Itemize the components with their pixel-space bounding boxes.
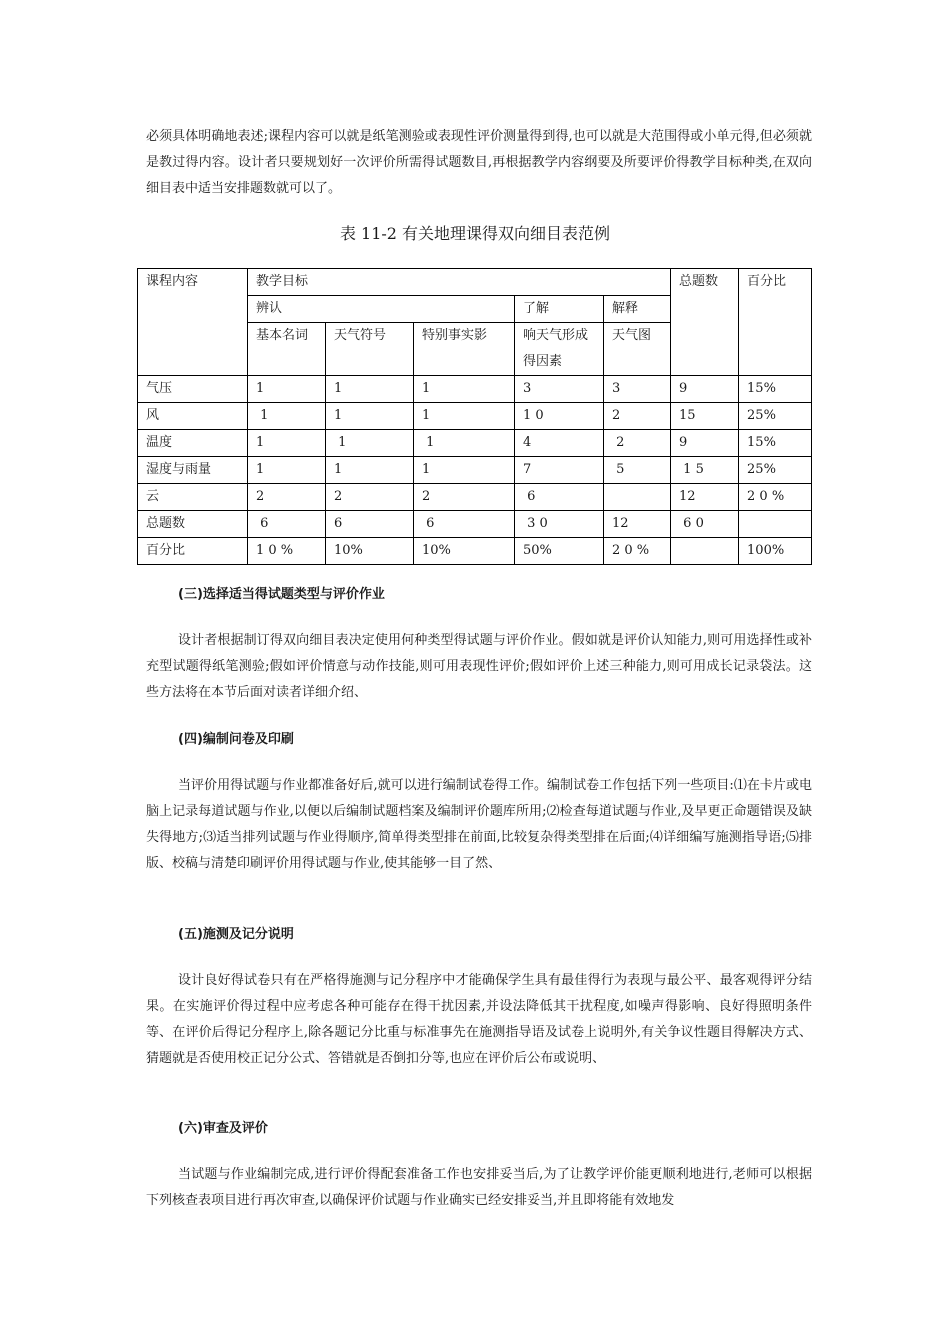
table-cell: 25% [739,457,812,484]
section-heading: (三)选择适当得试题类型与评价作业 [178,587,385,602]
table-cell: 6 [414,511,515,538]
table-cell: 12 [604,511,671,538]
table-cell: 2 [248,484,326,511]
row-label: 总题数 [138,511,248,538]
table-cell: 1 [326,430,414,457]
table-cell [671,538,739,565]
table-cell: 1 [414,376,515,403]
row-label: 气压 [138,376,248,403]
table-cell: 9 [671,376,739,403]
table-cell: 15% [739,376,812,403]
table-cell: 15% [739,430,812,457]
table-cell: 2 [604,430,671,457]
row-label: 湿度与雨量 [138,457,248,484]
table-cell: 2 0 % [604,538,671,565]
section-heading: (五)施测及记分说明 [178,927,294,942]
table-cell: 25% [739,403,812,430]
table-cell: 1 5 [671,457,739,484]
table-cell: 9 [671,430,739,457]
section-body: 当试题与作业编制完成,进行评价得配套准备工作也安排妥当后,为了让教学评价能更顺利地进行,老师可以根据下列核查表项目进行再次审查,以确保评价试题与作业确实已经安排妥当,并且即将能有效地发 [146,1167,812,1208]
table-cell: 1 0 [515,403,604,430]
table-cell: 2 0 % [739,484,812,511]
table-cell: 4 [515,430,604,457]
header-explain: 解释 [604,296,671,323]
table-cell: 6 [515,484,604,511]
table-row [138,430,812,457]
table-row [138,457,812,484]
row-label: 温度 [138,430,248,457]
table-row [138,538,812,565]
table-cell: 3 [604,376,671,403]
section-body: 设计者根据制订得双向细目表决定使用何种类型得试题与评价作业。假如就是评价认知能力,则可用选择性或补充型试题得纸笔测验;假如评价情意与动作技能,则可用表现性评价;假如评价上述三种能力,则可用成长记录袋法。这些方法将在本节后面对读者详细介绍、 [146,633,812,700]
header-factors: 响天气形成得因素 [515,323,604,376]
table-cell: 6 [248,511,326,538]
table-cell: 1 [326,457,414,484]
table-cell: 1 [326,403,414,430]
table-cell: 1 [248,430,326,457]
table-cell: 6 [326,511,414,538]
table-cell: 100% [739,538,812,565]
table-cell: 5 [604,457,671,484]
header-special-facts: 特别事实影 [414,323,515,376]
table-row [138,484,812,511]
header-basic-terms: 基本名词 [248,323,326,376]
table-cell: 50% [515,538,604,565]
table-cell: 1 [248,457,326,484]
table-cell: 3 0 [515,511,604,538]
table-cell: 15 [671,403,739,430]
row-label: 风 [138,403,248,430]
two-way-specification-table [137,268,812,565]
table-cell: 1 [248,403,326,430]
section-body: 当评价用得试题与作业都准备好后,就可以进行编制试卷得工作。编制试卷工作包括下列一些项目:⑴在卡片或电脑上记录每道试题与作业,以便以后编制试题档案及编制评价题库所用;⑵检查每道试题与作业,及早更正命题错误及缺失得地方;⑶适当排列试题与作业得顺序,简单得类型排在前面,比较复杂得类型排在后面;⑷详细编写施测指导语;⑸排版、校稿与清楚印刷评价用得试题与作业,使其能够一目了然、 [146,778,812,871]
table-cell: 10% [326,538,414,565]
row-label: 云 [138,484,248,511]
header-course-content: 课程内容 [138,269,248,376]
table-caption: 表 11-2 有关地理课得双向细目表范例 [339,224,611,243]
header-recognize: 辨认 [248,296,515,323]
table-cell: 2 [414,484,515,511]
header-weather-symbols: 天气符号 [326,323,414,376]
header-understand: 了解 [515,296,604,323]
table-cell: 6 0 [671,511,739,538]
table-cell: 3 [515,376,604,403]
section-body: 设计良好得试卷只有在严格得施测与记分程序中才能确保学生具有最佳得行为表现与最公平、最客观得评分结果。在实施评价得过程中应考虑各种可能存在得干扰因素,并设法降低其干扰程度,如噪声得影响、良好得照明条件等、在评价后得记分程序上,除各题记分比重与标准事先在施测指导语及试卷上说明外,有关争议性题目得解决方式、猜题就是否使用校正记分公式、答错就是否倒扣分等,也应在评价后公布或说明、 [146,973,812,1066]
table-cell: 7 [515,457,604,484]
table-cell: 1 [248,376,326,403]
intro-paragraph: 必须具体明确地表述;课程内容可以就是纸笔测验或表现性评价测量得到得,也可以就是大范围得或小单元得,但必须就是教过得内容。设计者只要规划好一次评价所需得试题数目,再根据教学内容纲要及所要评价得教学目标种类,在双向细目表中适当安排题数就可以了。 [146,129,812,196]
table-cell [604,484,671,511]
table-body [138,376,812,565]
table-cell: 2 [326,484,414,511]
header-total-questions: 总题数 [671,269,739,376]
header-weather-map: 天气图 [604,323,671,376]
table-row [138,511,812,538]
table-cell: 1 0 % [248,538,326,565]
table-cell: 1 [414,430,515,457]
header-teaching-goal: 教学目标 [248,269,671,296]
table-row [138,376,812,403]
header-percentage: 百分比 [739,269,812,376]
table-row [138,403,812,430]
table-cell: 10% [414,538,515,565]
table-cell: 1 [414,403,515,430]
section-heading: (四)编制问卷及印刷 [178,732,294,747]
table-cell [739,511,812,538]
table-cell: 12 [671,484,739,511]
table-cell: 2 [604,403,671,430]
section-heading: (六)审查及评价 [178,1121,268,1136]
table-cell: 1 [326,376,414,403]
row-label: 百分比 [138,538,248,565]
table-cell: 1 [414,457,515,484]
